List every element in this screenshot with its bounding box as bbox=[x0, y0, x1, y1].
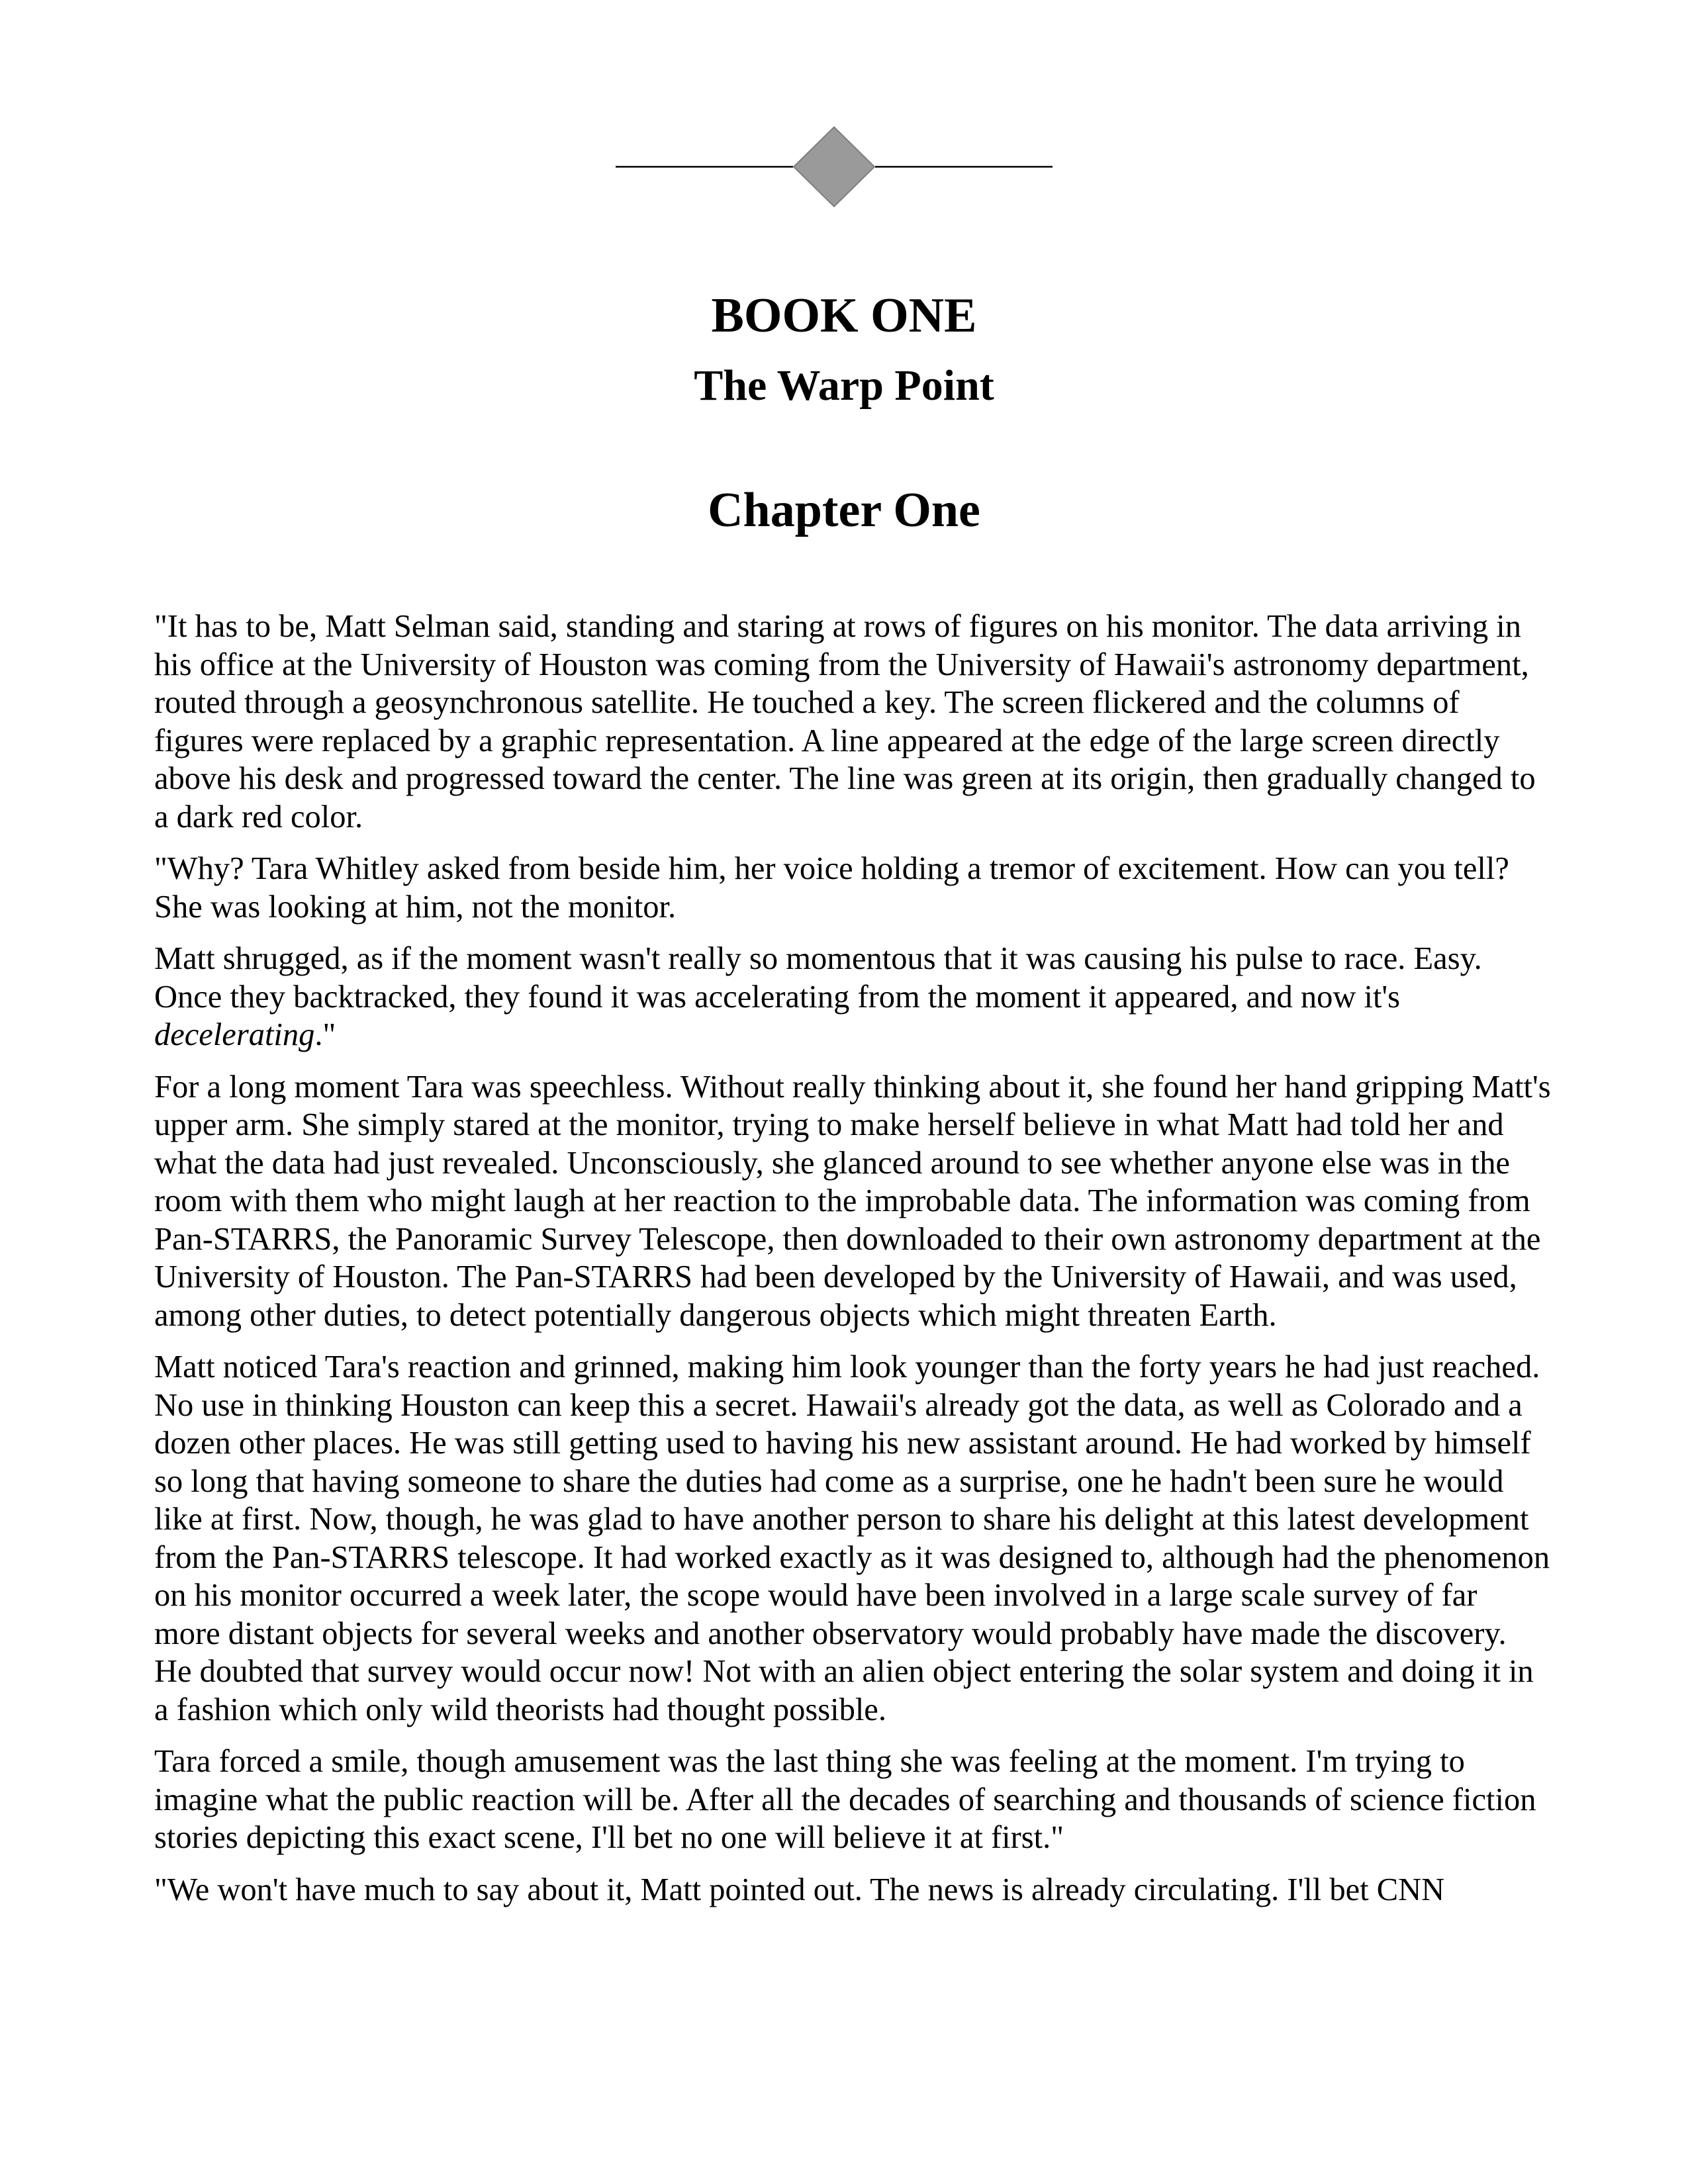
ornament-diamond bbox=[794, 127, 874, 206]
diamond-divider-icon bbox=[616, 126, 1053, 212]
chapter-body bbox=[154, 608, 1551, 1923]
chapter-title: Chapter One bbox=[708, 483, 980, 537]
paragraph-2: "Why? Tara Whitley asked from beside him, her voice holding a tremor of excitement. How can you tell? She was looking at him, not the monitor. bbox=[154, 851, 1509, 925]
paragraph-3-text: Matt shrugged, as if the moment wasn't really so momentous that it was causing his pulse to race. Easy. Once they backtracked, they found it was accelerating from the moment it appeared, and now it's bbox=[154, 941, 1482, 1015]
paragraph-3 bbox=[154, 940, 1551, 1054]
paragraph-4: For a long moment Tara was speechless. Without really thinking about it, she found her hand gripping Matt's upper arm. She simply stared at the monitor, trying to make herself believe in what Matt had told her and what the data had just revealed. Unconsciously, she glanced around to see whether anyone else was in the room with them who might laugh at her reaction to the improbable data. The information was coming from Pan-STARRS, the Panoramic Survey Telescope, then downloaded to their own astronomy department at the University of Houston. The Pan-STARRS had been developed by the University of Hawaii, and was used, among other duties, to detect potentially dangerous objects which might threaten Earth. bbox=[154, 1069, 1551, 1333]
paragraph-3-end: ." bbox=[314, 1017, 336, 1052]
paragraph-5: Matt noticed Tara's reaction and grinned, making him look younger than the forty years he had just reached. No use in thinking Houston can keep this a secret. Hawaii's already got the data, as well as Colorado and a dozen other places. He was still getting used to having his new assistant around. He had worked by himself so long that having someone to share the duties had come as a surprise, one he hadn't been sure he would like at first. Now, though, he was glad to have another person to share his delight at this latest development from the Pan-STARRS telescope. It had worked exactly as it was designed to, although had the phenomenon on his monitor occurred a week later, the scope would have been involved in a large scale survey of far more distant objects for several weeks and another observatory would probably have made the discovery. He doubted that survey would occur now! Not with an alien object entering the solar system and doing it in a fashion which only wild theorists had thought possible. bbox=[154, 1349, 1550, 1727]
paragraph-6: Tara forced a smile, though amusement was the last thing she was feeling at the moment. I'm trying to imagine what the public reaction will be. After all the decades of searching and thousands of science fiction stories depicting this exact scene, I'll bet no one will believe it at first." bbox=[154, 1744, 1536, 1855]
paragraph-1: "It has to be, Matt Selman said, standing and staring at rows of figures on his monitor. The data arriving in his office at the University of Houston was coming from the University of Hawaii's astronomy department, routed through a geosynchronous satellite. He touched a key. The screen flickered and the columns of figures were replaced by a graphic representation. A line appeared at the edge of the large screen directly above his desk and progressed toward the center. The line was green at its origin, then gradually changed to a dark red color. bbox=[154, 609, 1536, 835]
book-title: BOOK ONE bbox=[711, 289, 977, 343]
paragraph-7: "We won't have much to say about it, Matt pointed out. The news is already circulating. I'll bet CNN bbox=[154, 1872, 1445, 1907]
book-subtitle: The Warp Point bbox=[694, 361, 994, 410]
paragraph-3-emphasis: decelerating bbox=[154, 1017, 315, 1052]
